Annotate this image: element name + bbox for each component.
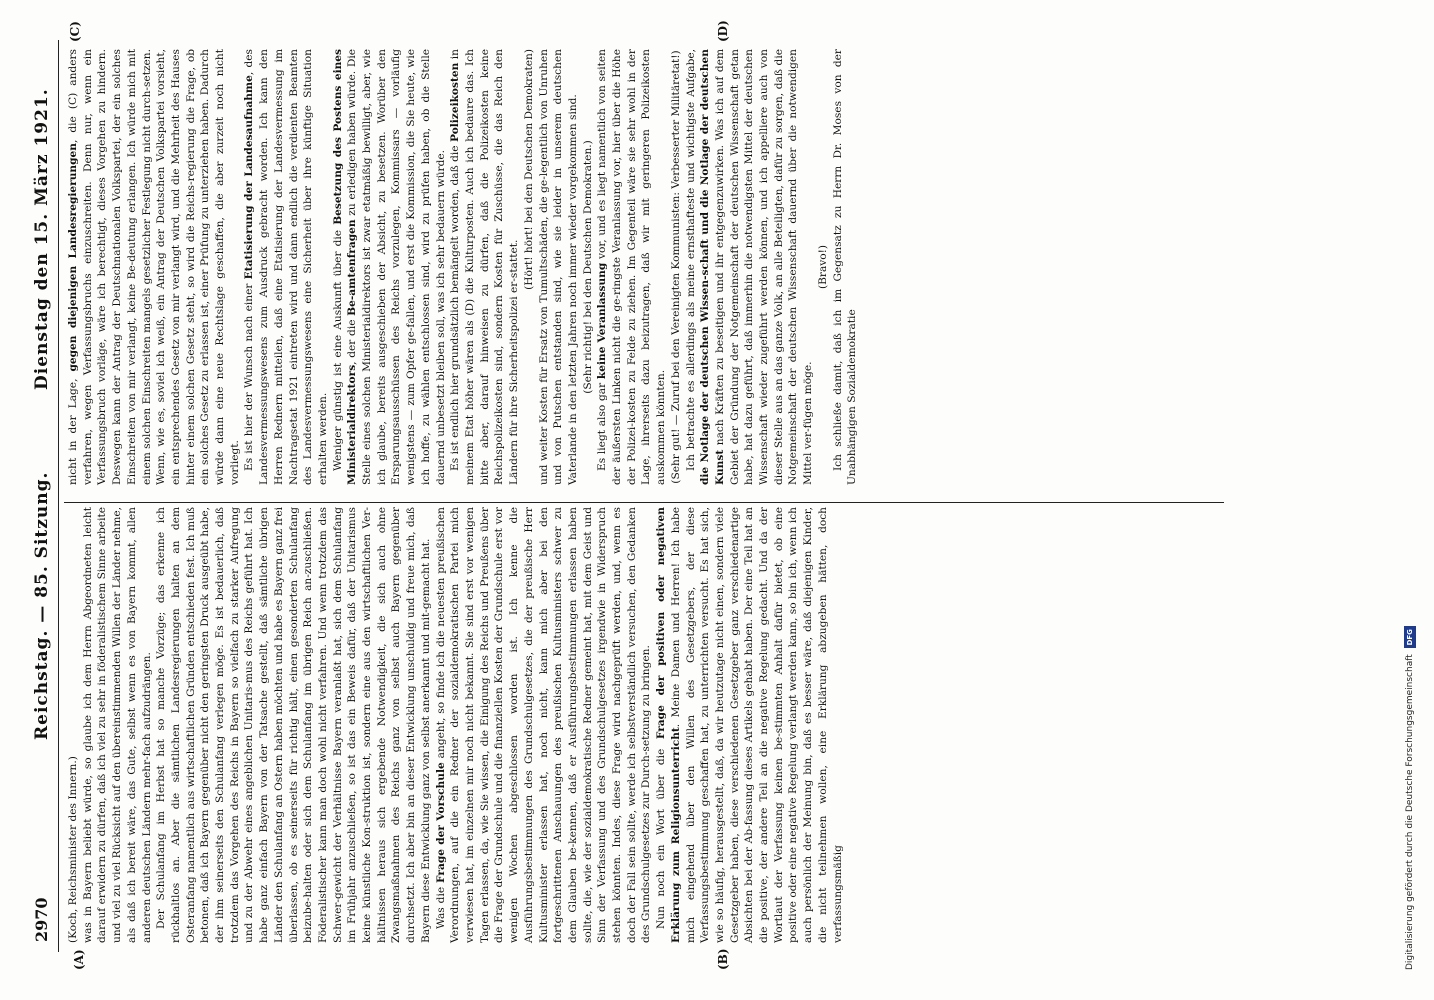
paragraph: Was die Frage der Vorschule angeht, so finde ich die neuesten preußischen Verordnungen, auf die ein Redner der sozialdemokratischen Partei mich verwiesen hat, im einzelnen mir noch nicht bekannt. Sie sind erst vor wenigen Tagen erlassen, da, wie Sie wissen, die Einigung des Reichs und Preußens über die Frage der Grundschule und die finanziellen Kosten der Grundschule erst vor wenigen Wochen abgeschlossen worden ist. Ich kenne die Ausführungsbestimmungen des Grundschulgesetzes, die der preußische Herr Kultusminister erlassen hat, noch nicht, kann mich aber bei den fortgeschrittenen Anschauungen des preußischen Kultusministers schwer zu dem Glauben be-kennen, daß er Ausführungsbestimmungen erlassen haben sollte, die, wie der sozialdemokratische Redner gemeint hat, mit dem Geist und Sinn der Verfassung und des Grundschulgesetzes irgendwie in Widerspruch stehen könnten. Indes, diese Frage wird nachgeprüft werden, und, wenn es doch der Fall sein sollte, werde ich selbstverständlich versuchen, den Gedanken des Grundschulgesetzes zur Durch-setzung zu bringen.	[434, 507, 653, 943]
paragraph: Weniger günstig ist eine Auskunft über die Besetzung des Postens eines Ministerialdirektors, der die Be-amtenfragen zu erledigen haben würde. Die Stelle eines solchen Ministerialdirektors ist zwar etatmäßig bewilligt, aber, wie ich glaube, bereits ausgeschieben der Absicht, zu besetzen. Worüber den Ersparungsausschüssen des Reichs vorzulegen, Kommissars — vorläufig wenigstens — zum Opfer ge-fallen, und erst die Kommission, die Sie heute, wie ich hoffe, zu wählen entschlossen sind, wird zu prüfen haben, ob die Stelle dauernd unbesetzt bleiben soll, was ich sehr bedauern würde.	[331, 49, 447, 485]
margin-letter-b: (B)	[716, 948, 730, 970]
interjection: (Hört! hört! bei den Deutschen Demokraten)	[522, 49, 535, 290]
paragraph: Es liegt also gar keine Veranlassung vor, und es liegt namentlich von seiten der äußersten Linken nicht die ge-ringste Veranlassung vor, hier über die Höhe der Polizei-kosten zu Felde zu ziehen. Im Gegenteil wäre sie sehr wohl in der Lage, ihrerseits dazu beizutragen, daß wir mit geringeren Polizeikosten auskommen könnten.	[596, 48, 668, 485]
paragraph: Ich betrachte es allerdings als meine ernsthafteste und wichtigste Aufgabe, die Notlage der deutschen Wissen-schaft und die Notlage der deutschen Kunst nach Kräften zu beseitigen und ihr entgegenzuwirken. Was ich auf dem Gebiet der Gründung der Notgemeinschaft der deutschen Wissenschaft getan habe, hat dazu geführt, daß immerhin die notwendigsten Mittel der deutschen Wissenschaft wieder zugeführt werden können, und ich appelliere auch von dieser Stelle aus an das ganze Volk, an alle Beteiligten, dafür zu sorgen, daß die Notgemeinschaft der deutschen Wissenschaft dauernd über die notwendigen Mittel ver-fügen möge.	[684, 49, 815, 485]
bold-phrase: Frage der positiven oder negativen Erklärung zum Religionsunterricht	[655, 507, 682, 943]
paragraph: Nun noch ein Wort über die Frage der positiven oder negativen Erklärung zum Religionsunterricht. Meine Damen und Herren! Ich habe mich eingehend über den Willen des Gesetzgebers, der diese Verfassungsbestimmung geschaffen hat, zu unterrichten versucht. Es hat sich, wie so häufig, herausgestellt, daß, da wir heutzutage nicht einen, sondern viele Gesetzgeber haben, diese verschiedenen Gesetzgeber ganz verschiedenartige Absichten bei der Ab-fassung dieses Artikels gehabt haben. Der eine Teil hat an die positive, der andere Teil an die negative Regelung gedacht. Und da der Wortlaut der Verfassung keinen be-stimmten Anhalt dafür bietet, ob eine positive oder eine negative Regelung verlangt werden kann, so bin ich, wenn ich auch persönlich der Meinung bin, daß es besser wäre, daß diejenigen Kinder, die nicht teilnehmen wollen, eine Erklärung abzugeben hätten, doch verfassungsmäßig	[655, 507, 844, 943]
paragraph: Es ist hier der Wunsch nach einer Etatisierung der Landesaufnahme, des Landesvermessungswesens zum Ausdruck gebracht worden. Ich kann den Herren Rednern mitteilen, daß eine Etatisierung der Landesvermessung im Nachtragsetat 1921 eintreten wird und dann endlich die verdienten Beamten des Landesvermessungswesens eine Sicherheit über ihre künftige Situation erhalten werden.	[243, 49, 329, 485]
paragraph: Der Schulanfang im Herbst hat so manche Vorzüge; das erkenne ich rückhaltlos an. Aber die sämtlichen Landesregierungen halten an dem Osteranfang namentlich aus wirtschaftlichen Gründen entschieden fest. Ich muß betonen, daß ich Bayern gegenüber nicht den geringsten Druck ausgeübt habe, der ihm seinerseits den Schulanfang verlegen möge. Es ist bedauerlich, daß trotzdem das Vorgehen des Reichs in Bayern so vielfach zu starker Aufregung und zu der Abwehr eines angeblichen Unitaris-mus des Reichs geführt hat. Ich habe ganz einfach Bayern von der Tatsache gestellt, daß sämtliche übrigen Länder den Schulanfang an Ostern haben möchten und habe es Bayern ganz frei überlassen, ob es seinerseits für richtig hält, einen gesonderten Schulanfang beizube-halten oder sich dem Schulanfang im übrigen Reich an-zuschließen. Föderalistischer kann man doch wohl nicht verfahren. Und wenn trotzdem das Schwer-gewicht der Verhältnisse Bayern veranlaßt hat, sich dem Schulanfang im Frühjahr anzuschließen, so ist das ein Beweis dafür, daß der Unitarismus keine künstliche Kon-struktion ist, sondern eine aus den wirtschaftlichen Ver-hältnissen heraus sich ergebende Notwendigkeit, die sich auch ohne Zwangsmaßnahmen des Reichs ganz von selbst auch Bayern gegenüber durchsetzt. Ich aber bin an dieser Entwicklung unschuldig und freue mich, daß Bayern diese Entwicklung ganz von selbst anerkannt und mit-gemacht hat.	[155, 507, 432, 943]
right-column	[66, 49, 860, 485]
paragraph: nicht in der Lage, gegen diejenigen Landesregierungen, die (C) anders verfahren, wegen Verfassungsbruchs einzuschreiten. Denn nur, wenn ein Verfassungsbruch vorläge, wäre ich berechtigt, dieses Vorgehen zu hindern. Deswegen kann der Antrag der Deutschnationalen Volkspartei, der ein solches Einschreiten von mir verlangt, keine Be-deutung erlangen. Ich würde mich mit einem solchen Einschreiten mangels gesetzlicher Festlegung nicht durch-setzen. Wenn, wie es, soviel ich weiß, ein Antrag der Deutschen Volkspartei vorsieht, ein entsprechendes Gesetz von mir verlangt wird, und die Mehrheit des Hauses hinter einem solchen Gesetz steht, so wird die Reichs-regierung die Frage, ob ein solches Gesetz zu erlassen ist, einer Prüfung zu unterziehen haben. Dadurch würde dann eine neue Rechtslage geschaffen, die aber zurzeit noch nicht vorliegt.	[67, 49, 241, 485]
left-column	[66, 507, 845, 943]
bold-phrase: gegen diejenigen Landesregierungen	[67, 143, 79, 372]
paragraph: Ich schließe damit, daß ich im Gegensatz zu Herrn Dr. Moses von der Unabhängigen Sozialdemokratie	[831, 49, 859, 485]
bold-phrase: Etatisierung der Landesaufnahme	[243, 75, 256, 280]
session-date: Dienstag den 15. März 1921.	[32, 88, 52, 390]
dfg-logo: DFG	[1404, 626, 1416, 648]
speaker-note: (Koch, Reichsminister des Innern.)	[67, 756, 79, 943]
bold-phrase: keine Veranlassung	[596, 262, 609, 380]
funding-footer	[1404, 626, 1416, 970]
margin-letter-d: (D)	[716, 20, 730, 42]
page-header	[22, 0, 62, 1000]
bold-phrase: Be-amtenfragen	[346, 219, 359, 316]
header-rule	[58, 40, 59, 952]
paragraph: und weiter Kosten für Ersatz von Tumultschäden, die ge-legentlich von Unruhen und von Putschen entstanden sind, wie sie leider in unserem deutschen Vaterlande in den letzten Jahren noch immer wieder vorgekommen sind.	[537, 49, 579, 485]
footer-text: Digitalisierung gefördert durch die Deutsche Forschungsgemeinschaft	[1405, 654, 1415, 970]
bold-phrase: die Notlage der deutschen Wissen-schaft und die Notlage der deutschen Kunst	[699, 49, 726, 485]
bold-phrase: Besetzung des Postens eines Ministerialdirektors	[331, 49, 359, 485]
interjection: (Bravo!)	[816, 244, 829, 290]
running-title: Reichstag. — 85. Sitzung.	[32, 471, 52, 740]
margin-letter-c: (C)	[68, 21, 82, 42]
margin-letter-a: (A)	[72, 949, 86, 970]
interjection: (Sehr richtig! bei den Deutschen Demokraten.)	[581, 140, 594, 394]
interjection: (Sehr gut! — Zuruf bei den Vereinigten Kommunisten: Verbesserter Militäretat!)	[669, 50, 682, 484]
bold-phrase: Frage der Vorschule	[434, 762, 447, 883]
paragraph: Es ist endlich hier grundsätzlich bemängelt worden, daß die Polizeikosten in meinem Etat höher wären als (D) die Kulturposten. Auch ich bedaure das. Ich bitte aber, darauf hinweisen zu dürfen, daß die Polizeikosten keine Reichspolizeikosten sind, sondern Kosten für Zuschüsse, die das Reich den Ländern für ihre Sicherheitspolizei er-stattet.	[449, 49, 521, 485]
bold-phrase: Polizeikosten	[449, 62, 462, 142]
page-number: 2970	[32, 897, 51, 942]
column-divider	[64, 502, 1224, 503]
paragraph: was in Bayern beliebt würde, so glaube ich dem Herrn Abgeordneten leicht darauf erwidern zu dürfen, daß ich viel zu sehr in föderalistischem Sinne arbeite und viel zu viel Rücksicht auf den übereinstimmenden Willen der Länder nehme, als daß ich bereit wäre, das Gute, selbst wenn es von Bayern kommt, allen anderen deutschen Ländern mehr-fach aufzudrängen.	[81, 507, 153, 943]
